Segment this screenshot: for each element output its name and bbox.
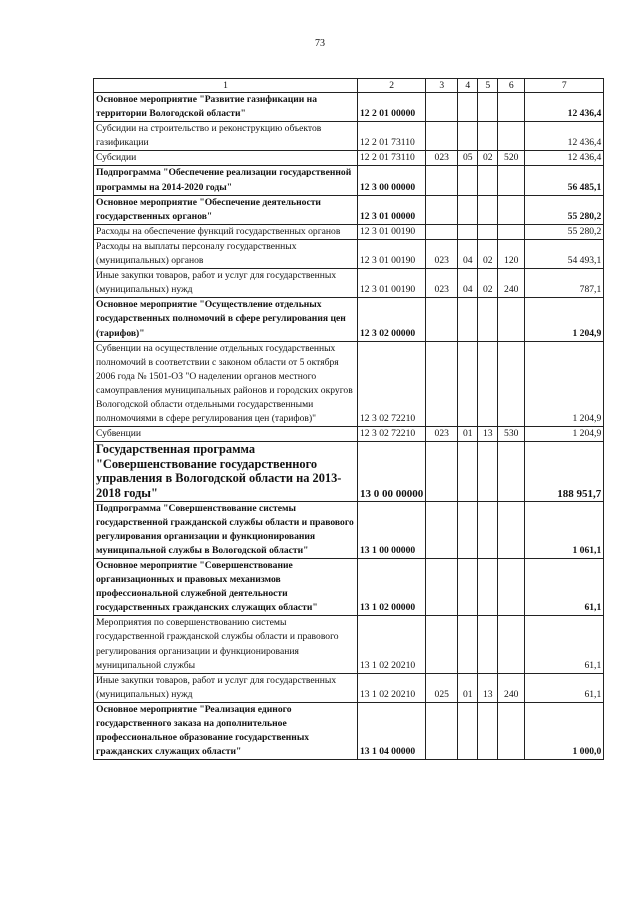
table-row — [94, 501, 604, 558]
row-name-cell: Основное мероприятие "Совершенствование организационных и правовых механизмов профессиональной служебной деятельности государственных гражданских служащих области" — [94, 559, 358, 616]
target-article-code-cell: 12 2 01 00000 — [358, 93, 426, 122]
amount-cell: 1 061,1 — [525, 501, 604, 558]
row-name-cell: Основное мероприятие "Обеспечение деятельности государственных органов" — [94, 195, 358, 224]
row-name-cell: Иные закупки товаров, работ и услуг для государственных (муниципальных) нужд — [94, 673, 358, 702]
target-article-code-cell: 12 3 01 00190 — [358, 239, 426, 268]
section-code-cell — [458, 224, 478, 239]
section-code-cell: 04 — [458, 269, 478, 298]
subsection-code-cell — [478, 298, 498, 341]
column-header: 3 — [426, 79, 458, 93]
expense-type-code-cell — [498, 298, 525, 341]
target-article-code-cell: 13 1 04 00000 — [358, 702, 426, 759]
row-name-cell: Иные закупки товаров, работ и услуг для государственных (муниципальных) нужд — [94, 269, 358, 298]
amount-cell: 54 493,1 — [525, 239, 604, 268]
subsection-code-cell — [478, 166, 498, 195]
ministry-code-cell — [426, 93, 458, 122]
section-code-cell — [458, 298, 478, 341]
target-article-code-cell: 12 2 01 73110 — [358, 122, 426, 151]
table-row — [94, 93, 604, 122]
ministry-code-cell — [426, 195, 458, 224]
subsection-code-cell — [478, 224, 498, 239]
table-row — [94, 151, 604, 166]
section-code-cell: 01 — [458, 673, 478, 702]
subsection-code-cell — [478, 122, 498, 151]
row-name-cell: Мероприятия по совершенствованию системы государственной гражданской службы области и правового регулирования организации и функционирования муниципальной службы — [94, 616, 358, 673]
expense-type-code-cell — [498, 616, 525, 673]
amount-cell: 56 485,1 — [525, 166, 604, 195]
section-code-cell — [458, 501, 478, 558]
table-row — [94, 341, 604, 427]
row-name-cell: Расходы на выплаты персоналу государственных (муниципальных) органов — [94, 239, 358, 268]
column-header: 1 — [94, 79, 358, 93]
amount-cell: 61,1 — [525, 559, 604, 616]
row-name-cell: Основное мероприятие "Осуществление отдельных государственных полномочий в сфере регулирования цен (тарифов)" — [94, 298, 358, 341]
ministry-code-cell: 023 — [426, 151, 458, 166]
ministry-code-cell — [426, 341, 458, 427]
section-code-cell — [458, 122, 478, 151]
subsection-code-cell — [478, 702, 498, 759]
table-row — [94, 673, 604, 702]
column-header: 5 — [478, 79, 498, 93]
budget-table — [93, 78, 604, 760]
row-name-cell: Расходы на обеспечение функций государственных органов — [94, 224, 358, 239]
subsection-code-cell: 13 — [478, 673, 498, 702]
subsection-code-cell — [478, 195, 498, 224]
table-row — [94, 427, 604, 442]
ministry-code-cell: 025 — [426, 673, 458, 702]
section-code-cell: 04 — [458, 239, 478, 268]
table-row — [94, 195, 604, 224]
expense-type-code-cell — [498, 195, 525, 224]
expense-type-code-cell — [498, 166, 525, 195]
table-row — [94, 298, 604, 341]
amount-cell: 787,1 — [525, 269, 604, 298]
ministry-code-cell: 023 — [426, 239, 458, 268]
amount-cell: 61,1 — [525, 616, 604, 673]
section-code-cell — [458, 166, 478, 195]
amount-cell: 55 280,2 — [525, 195, 604, 224]
expense-type-code-cell — [498, 341, 525, 427]
table-row — [94, 702, 604, 759]
section-code-cell — [458, 93, 478, 122]
expense-type-code-cell — [498, 224, 525, 239]
row-name-cell: Субвенции — [94, 427, 358, 442]
subsection-code-cell — [478, 501, 498, 558]
amount-cell: 188 951,7 — [525, 442, 604, 501]
ministry-code-cell — [426, 298, 458, 341]
section-code-cell — [458, 195, 478, 224]
target-article-code-cell: 13 1 02 00000 — [358, 559, 426, 616]
subsection-code-cell — [478, 559, 498, 616]
target-article-code-cell: 12 3 02 72210 — [358, 341, 426, 427]
target-article-code-cell: 12 3 02 72210 — [358, 427, 426, 442]
table-row — [94, 616, 604, 673]
subsection-code-cell: 13 — [478, 427, 498, 442]
table-row — [94, 239, 604, 268]
table-row — [94, 559, 604, 616]
amount-cell: 1 000,0 — [525, 702, 604, 759]
target-article-code-cell: 12 3 02 00000 — [358, 298, 426, 341]
subsection-code-cell — [478, 616, 498, 673]
ministry-code-cell — [426, 559, 458, 616]
subsection-code-cell: 02 — [478, 151, 498, 166]
subsection-code-cell — [478, 93, 498, 122]
expense-type-code-cell — [498, 93, 525, 122]
subsection-code-cell — [478, 341, 498, 427]
column-header: 7 — [525, 79, 604, 93]
ministry-code-cell: 023 — [426, 269, 458, 298]
amount-cell: 12 436,4 — [525, 122, 604, 151]
ministry-code-cell — [426, 166, 458, 195]
target-article-code-cell: 12 3 01 00190 — [358, 269, 426, 298]
ministry-code-cell — [426, 616, 458, 673]
row-name-cell: Подпрограмма "Совершенствование системы государственной гражданской службы области и правового регулирования организации и функционирования муниципальной службы в Вологодской области" — [94, 501, 358, 558]
expense-type-code-cell: 120 — [498, 239, 525, 268]
page-number: 73 — [315, 38, 325, 49]
expense-type-code-cell: 520 — [498, 151, 525, 166]
amount-cell: 1 204,9 — [525, 341, 604, 427]
expense-type-code-cell — [498, 702, 525, 759]
expense-type-code-cell: 240 — [498, 269, 525, 298]
section-code-cell: 05 — [458, 151, 478, 166]
ministry-code-cell — [426, 501, 458, 558]
target-article-code-cell: 12 2 01 73110 — [358, 151, 426, 166]
section-code-cell — [458, 702, 478, 759]
expense-type-code-cell — [498, 122, 525, 151]
target-article-code-cell: 12 3 01 00190 — [358, 224, 426, 239]
target-article-code-cell: 13 1 00 00000 — [358, 501, 426, 558]
row-name-cell: Субсидии — [94, 151, 358, 166]
table-row — [94, 166, 604, 195]
target-article-code-cell: 13 0 00 00000 — [358, 442, 426, 501]
amount-cell: 12 436,4 — [525, 93, 604, 122]
row-name-cell: Субсидии на строительство и реконструкцию объектов газификации — [94, 122, 358, 151]
column-header: 4 — [458, 79, 478, 93]
ministry-code-cell — [426, 702, 458, 759]
amount-cell: 12 436,4 — [525, 151, 604, 166]
section-code-cell: 01 — [458, 427, 478, 442]
amount-cell: 1 204,9 — [525, 298, 604, 341]
column-header: 2 — [358, 79, 426, 93]
column-header: 6 — [498, 79, 525, 93]
expense-type-code-cell — [498, 501, 525, 558]
row-name-cell: Подпрограмма "Обеспечение реализации государственной программы на 2014-2020 годы" — [94, 166, 358, 195]
target-article-code-cell: 12 3 01 00000 — [358, 195, 426, 224]
target-article-code-cell: 13 1 02 20210 — [358, 616, 426, 673]
target-article-code-cell: 12 3 00 00000 — [358, 166, 426, 195]
ministry-code-cell — [426, 442, 458, 501]
expense-type-code-cell — [498, 442, 525, 501]
row-name-cell: Субвенции на осуществление отдельных государственных полномочий в соответствии с законом области от 5 октября 2006 года № 1501-ОЗ "О наделении органов местного самоуправления муниципальных районов и городских округов Вологодской области отдельными государственными полномочиями в сфере регулирования цен (тарифов)" — [94, 341, 358, 427]
section-code-cell — [458, 616, 478, 673]
table-row — [94, 224, 604, 239]
ministry-code-cell — [426, 122, 458, 151]
section-code-cell — [458, 341, 478, 427]
ministry-code-cell: 023 — [426, 427, 458, 442]
expense-type-code-cell: 240 — [498, 673, 525, 702]
ministry-code-cell — [426, 224, 458, 239]
row-name-cell: Основное мероприятие "Развитие газификации на территории Вологодской области" — [94, 93, 358, 122]
subsection-code-cell — [478, 442, 498, 501]
amount-cell: 61,1 — [525, 673, 604, 702]
expense-type-code-cell — [498, 559, 525, 616]
table-header-row — [94, 79, 604, 93]
section-code-cell — [458, 559, 478, 616]
row-name-cell: Основное мероприятие "Реализация единого государственного заказа на дополнительное профессиональное образование государственных гражданских служащих области" — [94, 702, 358, 759]
subsection-code-cell: 02 — [478, 239, 498, 268]
table-row — [94, 122, 604, 151]
table-row — [94, 442, 604, 501]
section-code-cell — [458, 442, 478, 501]
subsection-code-cell: 02 — [478, 269, 498, 298]
row-name-cell: Государственная программа "Совершенствование государственного управления в Вологодской области на 2013-2018 годы" — [94, 442, 358, 501]
target-article-code-cell: 13 1 02 20210 — [358, 673, 426, 702]
expense-type-code-cell: 530 — [498, 427, 525, 442]
amount-cell: 55 280,2 — [525, 224, 604, 239]
amount-cell: 1 204,9 — [525, 427, 604, 442]
table-row — [94, 269, 604, 298]
